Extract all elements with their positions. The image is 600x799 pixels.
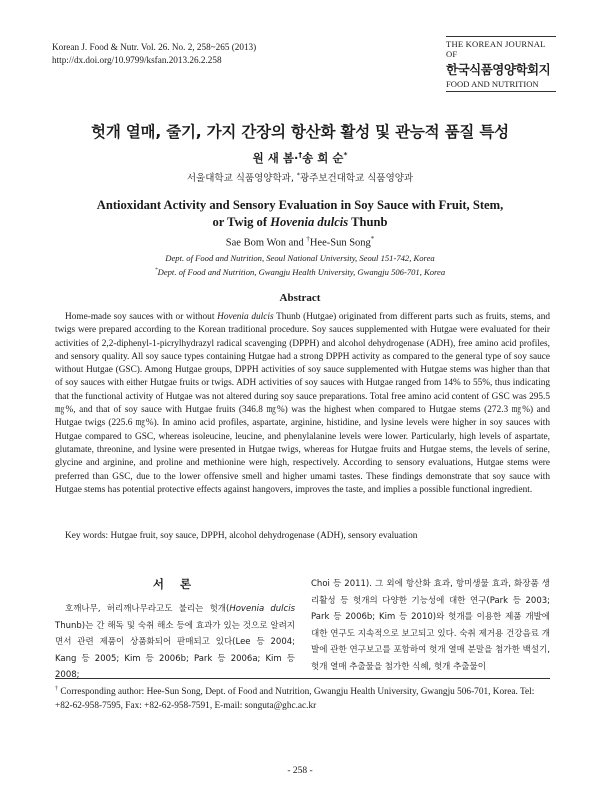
title-en-pre: or Twig of [212,214,271,229]
affiliation-2-ko: 광주보건대학교 식품영양과 [299,173,414,184]
intro-paragraph-right: Choi 등 2011). 그 외에 항산화 효과, 항미생물 효과, 화장품 생리활성 등 헛개의 다양한 기능성에 대한 연구(Park 등 2003; Park 등 2006b; Kim 등 2010)와 헛개를 이용한 제품 개발에 대한 연구도 지속적으로 보고되고 있다. 숙취 제거용 건강음료 개발에 관한 연구보고를 포함하여 헛개 열매 분말을 첨가한 백설기, 헛개 열매 추출물을 첨가한 식혜, 헛개 추출물이 [311,579,550,672]
abstract-part-2: Thunb (Hutgae) originated from different parts such as fruits, stems, and twigs were prepared according to the Korean traditional procedure. Soy sauces supplemented with Hutgae were evaluated for their activities of 2,2-diphenyl-1-picrylhydrazyl radical scavenging (DPPH) and alcohol dehydrogenase (ADH), free amino acid profiles, and sensory quality. All soy sauce types containing Hutgae had a strong DPPH activity as compared to the general type of soy sauce without Hutgae (GSC). Among Hutgae groups, DPPH activities of soy sauce supplemented with Hutgae stems was higher than that of soy sauces with either Hutgae fruits or twigs. ADH activities of soy sauces with Hutgae ranged from 14% to 55%, thus indicating that the functional activity of Hutgae was not altered during soy sauce preparations. Total free amino acid content of GSC was 295.5 ㎎%, and that of soy sauce with Hutgae fruits (346.8 ㎎%) was the highest when compared to Hutgae stems (272.3 ㎎%) and Hutgae twigs (225.6 ㎎%). In amino acid profiles, aspartate, arginine, histidine, and lysine levels were higher in soy sauces with Hutgae compared to GSC, whereas isoleucine, leucine, and phenylalanine levels were lower. Particularly, high levels of aspartate, glutamate, threonine, and lysine were presented in Hutgae twigs, whereas for Hutgae fruits and Hutgae stems, the levels of serine, glycine and arginine, and proline and methionine were high, respectively. According to sensory evaluations, Hutgae stems were preferred than GSC, due to the lower offensive smell and higher umami tastes. These findings demonstrate that soy sauce with Hutgae stems has potential protective effects against hangovers, improves the taste, and implies a possible functional ingredient. [55,312,550,495]
footnote-text: Corresponding author: Hee-Sun Song, Dept. of Food and Nutrition, Gwangju Health University, Gwangju 506-701, Korea. Tel: +82-62-958-7595, Fax: +82-62-958-7591, E-mail: songuta@ghc.ac.kr [55,687,535,711]
affiliation-1-en: Dept. of Food and Nutrition, Seoul National University, Seoul 151-742, Korea [165,253,435,263]
corresponding-mark: † [55,686,59,692]
intro-paragraph-left [55,601,295,684]
intro-left-part-2: Thunb)는 간 해독 및 숙취 해소 등에 효과가 있는 것으로 알려지면서 관련 제품이 상품화되어 판매되고 있다(Lee 등 2004; Kang 등 2005; Kim 등 2006b; Park 등 2006a; Kim 등 2008; [55,620,295,681]
affiliation-1-ko: 서울대학교 식품영양학과, [186,173,297,184]
affiliation-mark: * [154,267,158,273]
affiliation-2-en-line [0,264,600,278]
affiliation-mark: * [370,236,375,243]
corresponding-mark: † [298,150,303,160]
journal-logo [446,36,556,92]
doi-link[interactable]: http://dx.doi.org/10.9799/ksfan.2013.26.2.258 [52,54,222,65]
corresponding-author-footnote [55,683,550,713]
journal-logo-top: THE KOREAN JOURNAL OF [446,36,556,59]
footnote-divider [55,678,550,679]
page-number: - 258 - [287,766,313,776]
intro-left-species: Hovenia dulcis [229,604,296,614]
keywords: Key words: Hutgae fruit, soy sauce, DPPH, alcohol dehydrogenase (ADH), sensory evaluation [65,531,418,541]
intro-left-part-1: 호깨나무, 허리깨나무라고도 불리는 헛개( [65,604,230,614]
journal-logo-korean: 한국식품영양학회지 [446,62,551,77]
title-en-species: Hovenia dulcis [270,214,349,229]
authors-english [0,236,600,249]
title-korean: 헛개 열매, 줄기, 가지 간장의 항산화 활성 및 관능적 품질 특성 [91,123,509,141]
citation-line: Korean J. Food & Nutr. Vol. 26. No. 2, 258~265 (2013) [52,42,257,52]
abstract-species: Hovenia dulcis [217,312,274,322]
intro-right-column [311,576,550,676]
journal-logo-bottom: FOOD AND NUTRITION [446,79,556,92]
abstract-body [55,311,550,497]
author-2-ko: 송 희 순 [302,151,344,165]
corresponding-mark: † [306,236,310,243]
intro-left-column [55,576,295,684]
title-english [0,197,600,230]
title-en-line1: Antioxidant Activity and Sensory Evaluation in Soy Sauce with Fruit, Stem, [96,198,504,212]
intro-heading: 서 론 [152,577,198,591]
author-2-en: Hee-Sun Song [309,237,371,249]
title-en-post: Thunb [348,214,388,229]
abstract-heading: Abstract [279,292,321,304]
title-en-line2 [0,214,600,231]
affiliation-mark: * [343,150,348,160]
authors-korean [0,150,600,166]
affiliation-english [0,252,600,278]
author-1-ko: 원 새 봄· [252,151,299,165]
journal-citation [52,41,256,66]
author-1-en: Sae Bom Won and [225,237,307,249]
affiliation-2-en: Dept. of Food and Nutrition, Gwangju Health University, Gwangju 506-701, Korea [157,266,446,277]
affiliation-korean [0,170,600,184]
abstract-part-1: Home-made soy sauces with or without [65,312,218,322]
affiliation-mark: * [296,171,300,179]
